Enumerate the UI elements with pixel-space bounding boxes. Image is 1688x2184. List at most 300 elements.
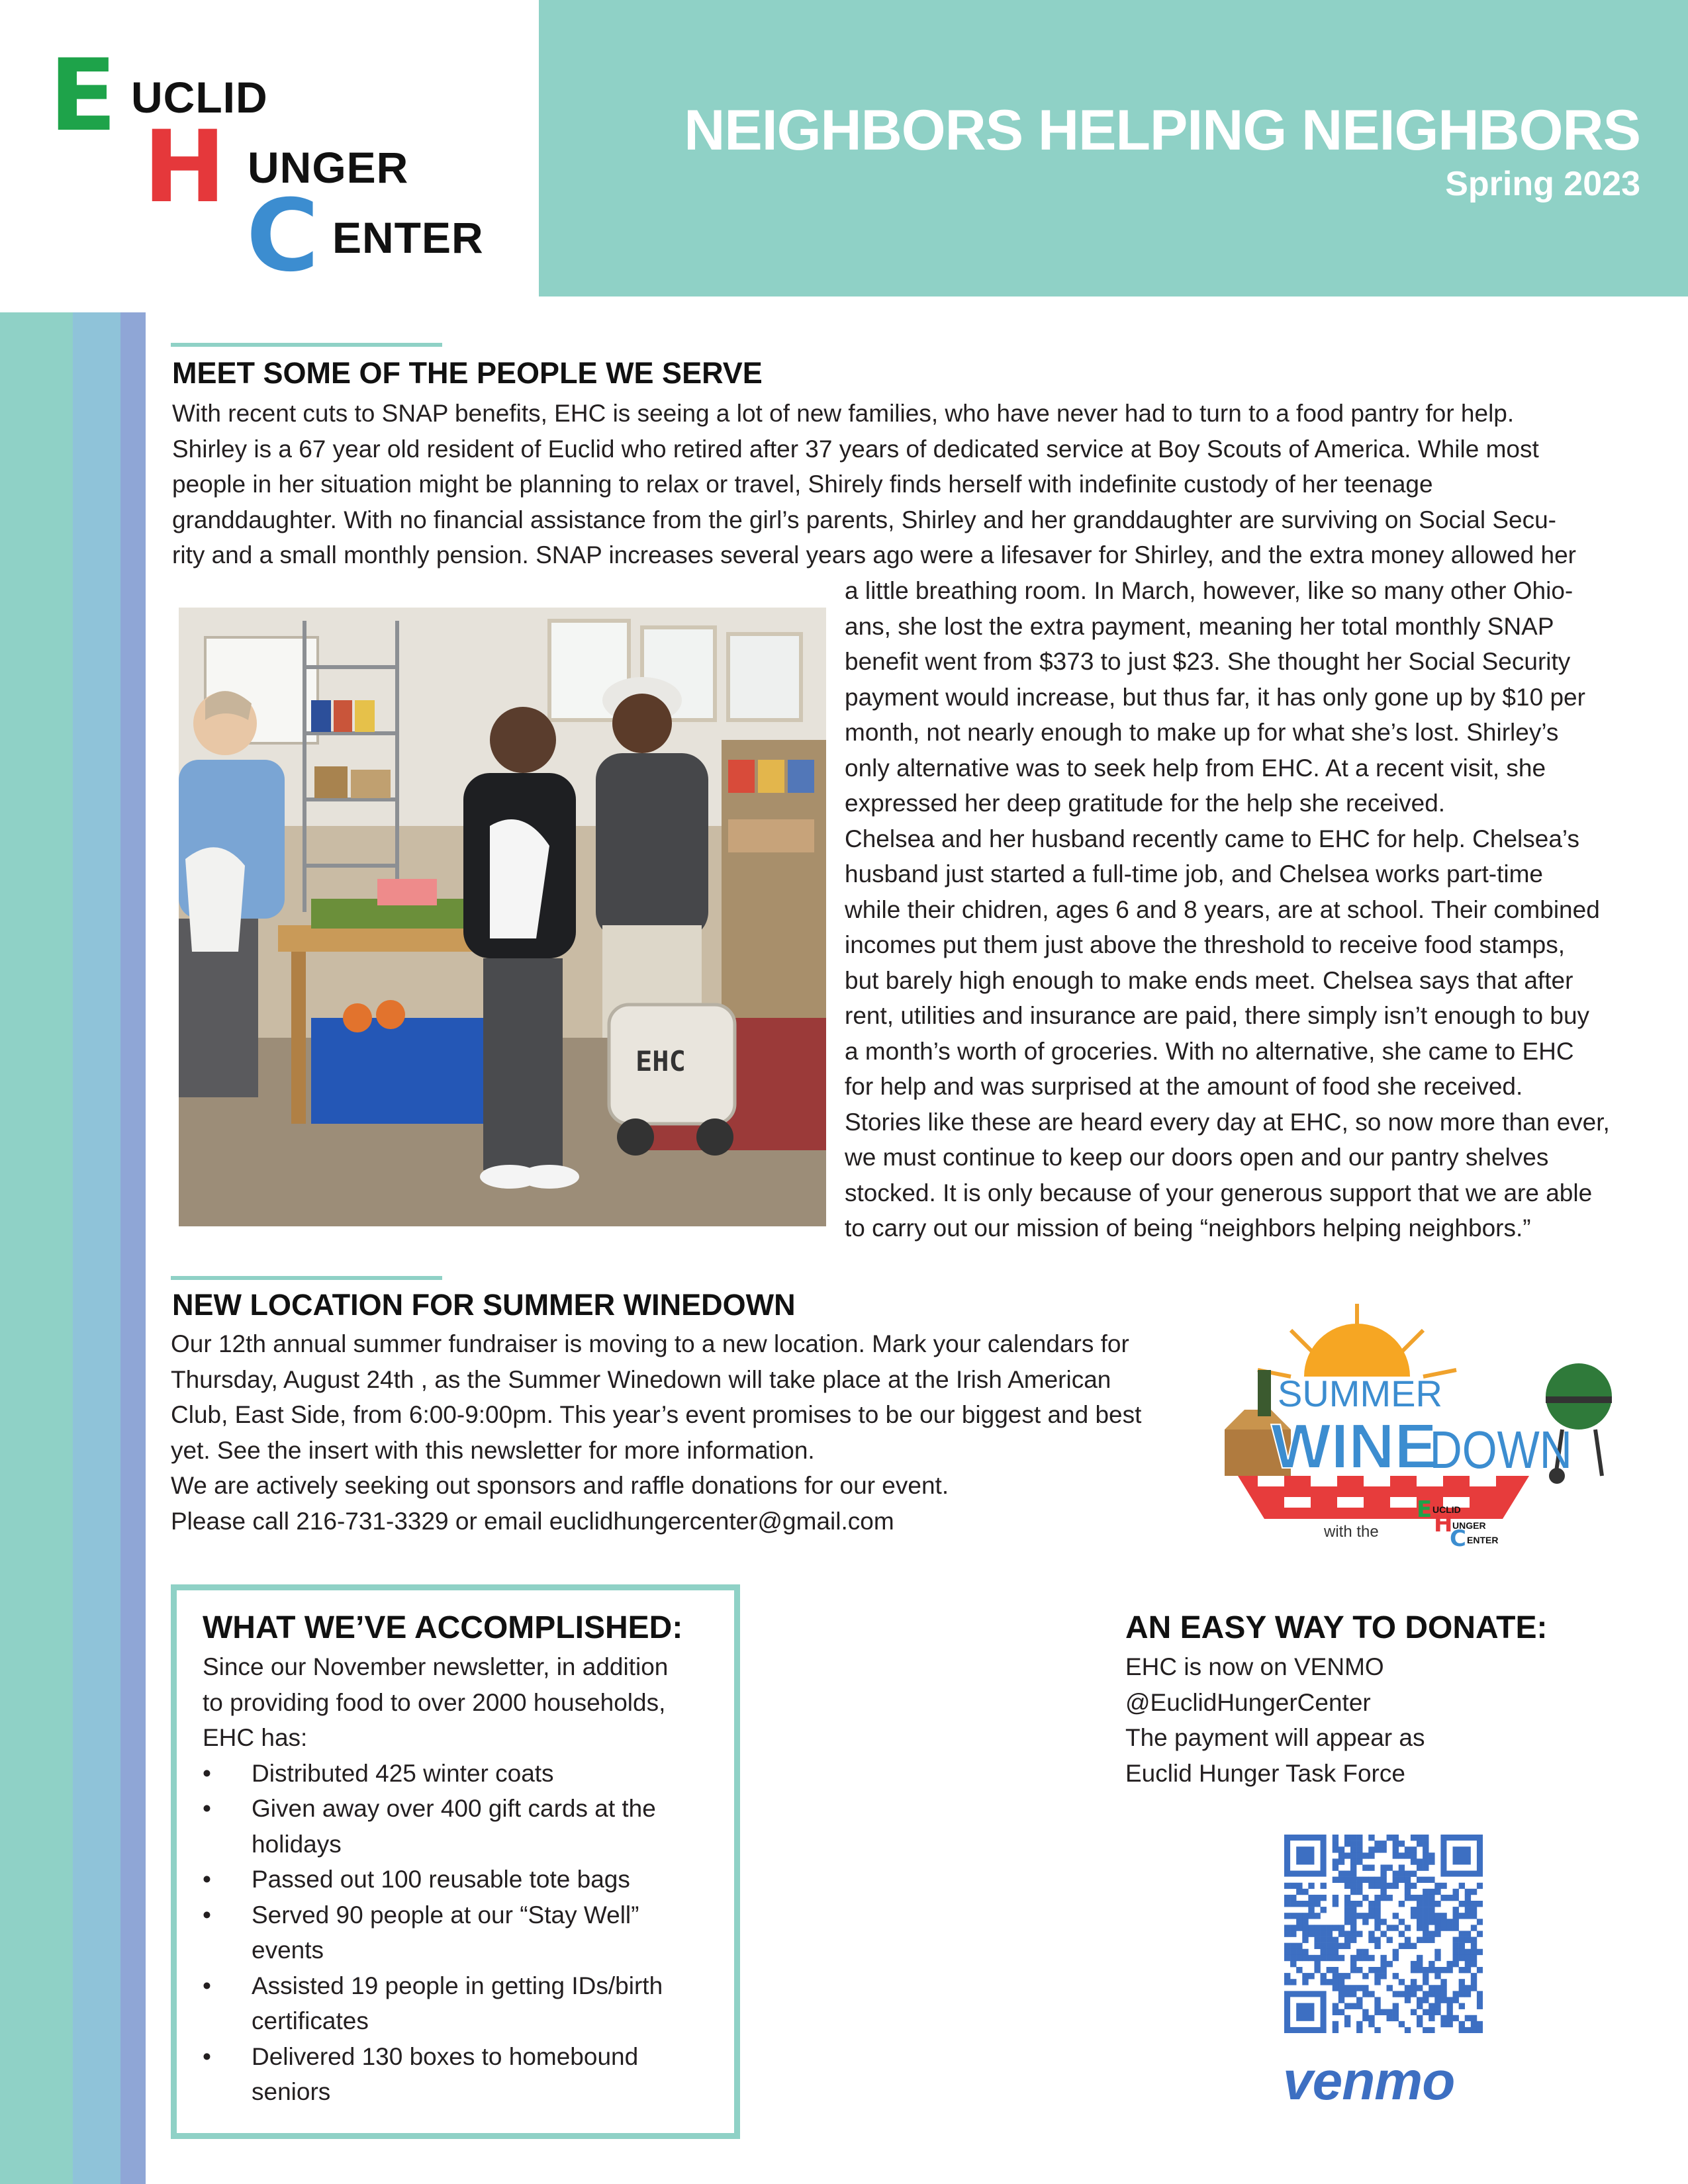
qr-module: [1284, 1913, 1290, 1919]
text-line: Chelsea and her husband recently came to EHC for help. Chelsea’s: [845, 825, 1579, 852]
qr-module: [1440, 1925, 1446, 1931]
qr-module: [1308, 1913, 1314, 1919]
qr-module: [1333, 1901, 1338, 1907]
qr-module: [1308, 1895, 1314, 1901]
qr-module: [1368, 1907, 1374, 1913]
qr-module: [1411, 1985, 1417, 1991]
qr-module: [1327, 1967, 1333, 1973]
qr-module: [1302, 1955, 1308, 1961]
qr-module: [1417, 1919, 1423, 1925]
qr-module: [1429, 2003, 1434, 2009]
qr-module: [1356, 1985, 1362, 1991]
qr-module: [1434, 2009, 1440, 2015]
qr-module: [1327, 1955, 1333, 1961]
qr-module: [1350, 1858, 1356, 1864]
qr-module: [1399, 1864, 1405, 1870]
qr-module: [1333, 1835, 1338, 1841]
qr-module: [1374, 1846, 1380, 1852]
qr-module: [1338, 1985, 1344, 1991]
qr-module: [1344, 1895, 1350, 1901]
qr-module: [1429, 2009, 1434, 2015]
qr-module: [1417, 1925, 1423, 1931]
qr-module: [1362, 1852, 1368, 1858]
qr-module: [1344, 2015, 1350, 2021]
qr-module: [1423, 1852, 1429, 1858]
qr-module: [1321, 1931, 1327, 1936]
qr-module: [1471, 1979, 1477, 1985]
text-line: With recent cuts to SNAP benefits, EHC is seeing a lot of new families, who have never had to turn to a food pantry for help.: [172, 400, 1515, 427]
qr-module: [1471, 1961, 1477, 1967]
qr-finder-pattern: [1284, 1991, 1327, 2033]
qr-module: [1399, 1841, 1405, 1846]
qr-module: [1429, 1858, 1434, 1864]
text-line: we must continue to keep our doors open and our pantry shelves: [845, 1144, 1549, 1171]
qr-module: [1362, 1991, 1368, 1997]
qr-module: [1453, 2015, 1459, 2021]
qr-module: [1405, 1883, 1411, 1889]
qr-module: [1338, 1858, 1344, 1864]
qr-module: [1380, 1883, 1386, 1889]
qr-module: [1350, 1877, 1356, 1883]
qr-module: [1393, 1852, 1399, 1858]
qr-module: [1374, 1943, 1380, 1949]
qr-module: [1374, 1877, 1380, 1883]
qr-module: [1471, 1925, 1477, 1931]
logo-letter-e: E: [49, 38, 117, 154]
qr-finder-pattern: [1284, 1835, 1327, 1877]
qr-module: [1465, 1889, 1471, 1895]
qr-module: [1356, 2021, 1362, 2027]
qr-module: [1440, 2015, 1446, 2021]
qr-module: [1380, 1955, 1386, 1961]
text-line: expressed her deep gratitude for the help she received.: [845, 790, 1446, 817]
qr-module: [1321, 1943, 1327, 1949]
text-line: Passed out 100 reusable tote bags: [252, 1866, 630, 1893]
text-line: Stories like these are heard every day at EHC, so now more than ever,: [845, 1108, 1610, 1136]
logo-word-enter: ENTER: [332, 213, 484, 262]
qr-module: [1350, 1967, 1356, 1973]
mini-logo-h: H: [1434, 1511, 1453, 1537]
qr-module: [1327, 1943, 1333, 1949]
qr-module: [1333, 1877, 1338, 1883]
cart-label: EHC: [635, 1045, 686, 1077]
qr-module: [1356, 1931, 1362, 1936]
qr-module: [1308, 1955, 1314, 1961]
qr-module: [1374, 1913, 1380, 1919]
qr-module: [1471, 1901, 1477, 1907]
qr-module: [1302, 1973, 1308, 1979]
qr-module: [1429, 1919, 1434, 1925]
qr-module: [1477, 1901, 1483, 1907]
qr-module: [1362, 1877, 1368, 1883]
text-line: Club, East Side, from 6:00-9:00pm. This year’s event promises to be our biggest and best: [171, 1401, 1142, 1428]
qr-module: [1350, 1852, 1356, 1858]
qr-module: [1302, 1937, 1308, 1943]
qr-module: [1327, 1937, 1333, 1943]
qr-module: [1417, 1841, 1423, 1846]
qr-module: [1459, 1931, 1465, 1936]
meet-heading: MEET SOME OF THE PEOPLE WE SERVE: [172, 356, 763, 390]
qr-module: [1302, 1901, 1308, 1907]
qr-module: [1405, 1991, 1411, 1997]
accomplished-item: [203, 1862, 719, 1897]
qr-module: [1314, 1961, 1320, 1967]
qr-module: [1423, 1931, 1429, 1936]
qr-module: [1405, 1943, 1411, 1949]
qr-module: [1477, 2021, 1483, 2027]
qr-module: [1296, 1949, 1302, 1955]
mini-logo-c: C: [1450, 1525, 1466, 1549]
qr-module: [1465, 2015, 1471, 2021]
text-line: Since our November newsletter, in addition: [203, 1653, 669, 1680]
qr-module: [1417, 1913, 1423, 1919]
qr-module: [1344, 1913, 1350, 1919]
qr-module: [1429, 2015, 1434, 2021]
qr-module: [1417, 2021, 1423, 2027]
qr-module: [1368, 1835, 1374, 1841]
qr-module: [1465, 1901, 1471, 1907]
qr-module: [1333, 1937, 1338, 1943]
qr-module: [1446, 1961, 1452, 1967]
qr-module: [1387, 2009, 1393, 2015]
qr-module: [1405, 1852, 1411, 1858]
qr-module: [1446, 1967, 1452, 1973]
text-line: incomes put them just above the threshold to receive food stamps,: [845, 931, 1565, 958]
qr-module: [1393, 1846, 1399, 1852]
qr-module: [1453, 1907, 1459, 1913]
qr-module: [1446, 2003, 1452, 2009]
qr-module: [1387, 1937, 1393, 1943]
qr-module: [1417, 1901, 1423, 1907]
qr-module: [1356, 1841, 1362, 1846]
qr-module: [1434, 1997, 1440, 2003]
text-line: Given away over 400 gift cards at the: [252, 1795, 656, 1822]
qr-module: [1314, 1937, 1320, 1943]
qr-module: [1356, 1883, 1362, 1889]
section-rule: [171, 1276, 442, 1280]
qr-module: [1368, 1883, 1374, 1889]
text-line: Assisted 19 people in getting IDs/birth: [252, 1972, 663, 1999]
qr-module: [1368, 1901, 1374, 1907]
side-stripe-periwinkle: [120, 312, 146, 2184]
qr-module: [1440, 2021, 1446, 2027]
qr-module: [1434, 2003, 1440, 2009]
text-line: Served 90 people at our “Stay Well”: [252, 1901, 639, 1929]
text-line: seniors: [252, 2078, 331, 2105]
qr-module: [1465, 1967, 1471, 1973]
qr-module: [1411, 2009, 1417, 2015]
qr-module: [1356, 1852, 1362, 1858]
qr-module: [1284, 1883, 1290, 1889]
qr-module: [1434, 1925, 1440, 1931]
qr-module: [1296, 1967, 1302, 1973]
qr-module: [1380, 1841, 1386, 1846]
qr-module: [1417, 2003, 1423, 2009]
bullet: •: [203, 1972, 211, 1999]
qr-module: [1434, 1931, 1440, 1936]
text-line: benefit went from $373 to just $23. She thought her Social Security: [845, 648, 1571, 675]
text-line: events: [252, 1936, 324, 1964]
text-line: only alternative was to seek help from EHC. At a recent visit, she: [845, 754, 1546, 782]
qr-module: [1362, 1985, 1368, 1991]
qr-module: [1399, 1919, 1405, 1925]
qr-module: [1411, 1913, 1417, 1919]
mini-logo-word: UNGER: [1452, 1520, 1486, 1531]
newsletter-title: NEIGHBORS HELPING NEIGHBORS: [684, 99, 1640, 162]
qr-module: [1471, 1949, 1477, 1955]
qr-module: [1459, 1913, 1465, 1919]
qr-module: [1465, 1937, 1471, 1943]
text-line: yet. See the insert with this newsletter for more information.: [171, 1436, 815, 1464]
qr-module: [1321, 1937, 1327, 1943]
qr-module: [1423, 1864, 1429, 1870]
qr-module: [1290, 1895, 1296, 1901]
qr-module: [1405, 1877, 1411, 1883]
qr-module: [1434, 1991, 1440, 1997]
qr-module: [1284, 1931, 1290, 1936]
qr-module: [1477, 2027, 1483, 2033]
qr-module: [1338, 1991, 1344, 1997]
qr-module: [1380, 1846, 1386, 1852]
qr-module: [1314, 1943, 1320, 1949]
qr-module: [1453, 1937, 1459, 1943]
qr-module: [1405, 2027, 1411, 2033]
qr-module: [1417, 1997, 1423, 2003]
qr-module: [1350, 1985, 1356, 1991]
accomplished-item: [203, 1756, 719, 1792]
venmo-wordmark: venmo: [1283, 2051, 1455, 2111]
qr-module: [1333, 1858, 1338, 1864]
text-line: a month’s worth of groceries. With no alternative, she came to EHC: [845, 1037, 1574, 1065]
qr-module: [1405, 1871, 1411, 1877]
qr-module: [1411, 1895, 1417, 1901]
qr-module: [1321, 1973, 1327, 1979]
qr-module: [1314, 1895, 1320, 1901]
qr-module: [1338, 1931, 1344, 1936]
qr-module: [1362, 1955, 1368, 1961]
qr-module: [1423, 2009, 1429, 2015]
qr-module: [1411, 1871, 1417, 1877]
qr-module: [1453, 1955, 1459, 1961]
qr-module: [1465, 1913, 1471, 1919]
qr-module: [1440, 1991, 1446, 1997]
qr-module: [1368, 1937, 1374, 1943]
qr-module: [1368, 1967, 1374, 1973]
accomplished-text: [203, 1649, 719, 2110]
text-line: but barely high enough to make ends meet. Chelsea says that after: [845, 966, 1573, 994]
qr-module: [1393, 1991, 1399, 1997]
qr-module: [1387, 1961, 1393, 1967]
qr-module: [1440, 1913, 1446, 1919]
qr-module: [1440, 1979, 1446, 1985]
qr-module: [1296, 1913, 1302, 1919]
qr-module: [1393, 2003, 1399, 2009]
qr-module: [1393, 1949, 1399, 1955]
qr-module: [1380, 1871, 1386, 1877]
donate-text: [1125, 1649, 1628, 1791]
qr-module: [1417, 1937, 1423, 1943]
qr-module: [1387, 1985, 1393, 1991]
qr-module: [1429, 2027, 1434, 2033]
qr-module: [1314, 1955, 1320, 1961]
qr-module: [1368, 1846, 1374, 1852]
qr-module: [1477, 1967, 1483, 1973]
qr-module: [1368, 1852, 1374, 1858]
qr-module: [1350, 1955, 1356, 1961]
qr-module: [1356, 1846, 1362, 1852]
text-line: Delivered 130 boxes to homebound: [252, 2042, 639, 2070]
qr-module: [1362, 2009, 1368, 2015]
qr-module: [1333, 1864, 1338, 1870]
qr-module: [1459, 2021, 1465, 2027]
qr-module: [1321, 1907, 1327, 1913]
qr-module: [1321, 1883, 1327, 1889]
qr-module: [1356, 2003, 1362, 2009]
qr-module: [1453, 1997, 1459, 2003]
qr-module: [1302, 1949, 1308, 1955]
qr-module: [1477, 1949, 1483, 1955]
qr-module: [1302, 1979, 1308, 1985]
qr-module: [1405, 1925, 1411, 1931]
qr-module: [1344, 1991, 1350, 1997]
logo-with-the-text: with the: [1324, 1523, 1379, 1541]
qr-module: [1338, 1997, 1344, 2003]
logo-word-unger: UNGER: [248, 143, 409, 192]
qr-module: [1399, 1877, 1405, 1883]
text-line: rent, utilities and insurance are paid, there simply isn’t enough to buy: [845, 1002, 1590, 1029]
qr-module: [1393, 2009, 1399, 2015]
qr-module: [1380, 1973, 1386, 1979]
qr-module: [1471, 1943, 1477, 1949]
qr-module: [1350, 2003, 1356, 2009]
qr-module: [1411, 1979, 1417, 1985]
qr-module: [1429, 1913, 1434, 1919]
qr-module: [1477, 1931, 1483, 1936]
qr-module: [1308, 1931, 1314, 1936]
qr-module: [1356, 1913, 1362, 1919]
qr-module: [1429, 1985, 1434, 1991]
qr-module: [1368, 1864, 1374, 1870]
qr-module: [1333, 1841, 1338, 1846]
qr-module: [1333, 1925, 1338, 1931]
qr-module: [1453, 1961, 1459, 1967]
bullet: •: [203, 1795, 211, 1822]
qr-module: [1393, 1955, 1399, 1961]
qr-module: [1368, 1877, 1374, 1883]
newsletter-edition: Spring 2023: [1445, 165, 1640, 203]
qr-module: [1380, 1864, 1386, 1870]
text-line: certificates: [252, 2007, 369, 2034]
qr-module: [1429, 1991, 1434, 1997]
qr-module: [1327, 1979, 1333, 1985]
accomplished-item: [203, 1897, 719, 1968]
qr-module: [1302, 1931, 1308, 1936]
qr-module: [1290, 1979, 1296, 1985]
qr-module: [1374, 1919, 1380, 1925]
qr-module: [1393, 1973, 1399, 1979]
accomplished-heading: WHAT WE’VE ACCOMPLISHED:: [203, 1610, 683, 1645]
qr-module: [1471, 1985, 1477, 1991]
text-line: while their chidren, ages 6 and 8 years, are at school. Their combined: [845, 895, 1600, 923]
qr-module: [1356, 1901, 1362, 1907]
qr-module: [1393, 1925, 1399, 1931]
qr-module: [1350, 1846, 1356, 1852]
qr-module: [1434, 1883, 1440, 1889]
qr-module: [1446, 1997, 1452, 2003]
qr-module: [1344, 1907, 1350, 1913]
qr-module: [1368, 1991, 1374, 1997]
qr-module: [1471, 2021, 1477, 2027]
winedown-heading: NEW LOCATION FOR SUMMER WINEDOWN: [172, 1288, 796, 1322]
text-line: Thursday, August 24th , as the Summer Winedown will take place at the Irish American: [171, 1365, 1111, 1393]
qr-module: [1338, 1852, 1344, 1858]
qr-module: [1374, 1883, 1380, 1889]
qr-module: [1284, 1901, 1290, 1907]
qr-module: [1296, 1883, 1302, 1889]
qr-module: [1333, 2021, 1338, 2027]
bullet: •: [203, 1759, 211, 1787]
text-line: people in her situation might be planning to relax or travel, Shirely finds herself with indefinite custody of her teenage: [172, 471, 1433, 498]
qr-module: [1387, 1835, 1393, 1841]
text-line: granddaughter. With no financial assistance from the girl’s parents, Shirley and her granddaughter are surviving on Social Secu-: [172, 506, 1556, 533]
qr-module: [1405, 1937, 1411, 1943]
qr-module: [1434, 1973, 1440, 1979]
qr-module: [1423, 1979, 1429, 1985]
qr-module: [1471, 1937, 1477, 1943]
qr-module: [1417, 1858, 1423, 1864]
qr-module: [1344, 2003, 1350, 2009]
qr-module: [1374, 1997, 1380, 2003]
qr-module: [1440, 1895, 1446, 1901]
qr-module: [1350, 1841, 1356, 1846]
qr-module: [1429, 1931, 1434, 1936]
qr-module: [1423, 1997, 1429, 2003]
qr-module: [1440, 1967, 1446, 1973]
qr-module: [1290, 1925, 1296, 1931]
qr-module: [1314, 1913, 1320, 1919]
qr-module: [1465, 1949, 1471, 1955]
qr-module: [1356, 1955, 1362, 1961]
qr-module: [1446, 2015, 1452, 2021]
qr-module: [1350, 1991, 1356, 1997]
qr-module: [1423, 1835, 1429, 1841]
accomplished-item: [203, 1968, 719, 2039]
qr-module: [1423, 1895, 1429, 1901]
logo-letter-c: C: [246, 179, 320, 294]
qr-module: [1362, 1949, 1368, 1955]
qr-module: [1302, 1913, 1308, 1919]
accomplished-item: [203, 2039, 719, 2110]
qr-module: [1314, 1901, 1320, 1907]
bullet: •: [203, 1901, 211, 1929]
qr-module: [1380, 1967, 1386, 1973]
qr-module: [1429, 1961, 1434, 1967]
qr-module: [1387, 1925, 1393, 1931]
qr-module: [1374, 1973, 1380, 1979]
qr-module: [1290, 1883, 1296, 1889]
qr-module: [1465, 2027, 1471, 2033]
logo-letter-h: H: [143, 110, 226, 225]
qr-module: [1374, 1841, 1380, 1846]
qr-module: [1453, 1913, 1459, 1919]
qr-module: [1453, 1895, 1459, 1901]
qr-module: [1362, 1895, 1368, 1901]
qr-module: [1321, 1895, 1327, 1901]
qr-module: [1350, 1931, 1356, 1936]
venmo-qr-code[interactable]: [1284, 1835, 1483, 2033]
qr-module: [1423, 1973, 1429, 1979]
text-line: EHC is now on VENMO: [1125, 1653, 1384, 1680]
